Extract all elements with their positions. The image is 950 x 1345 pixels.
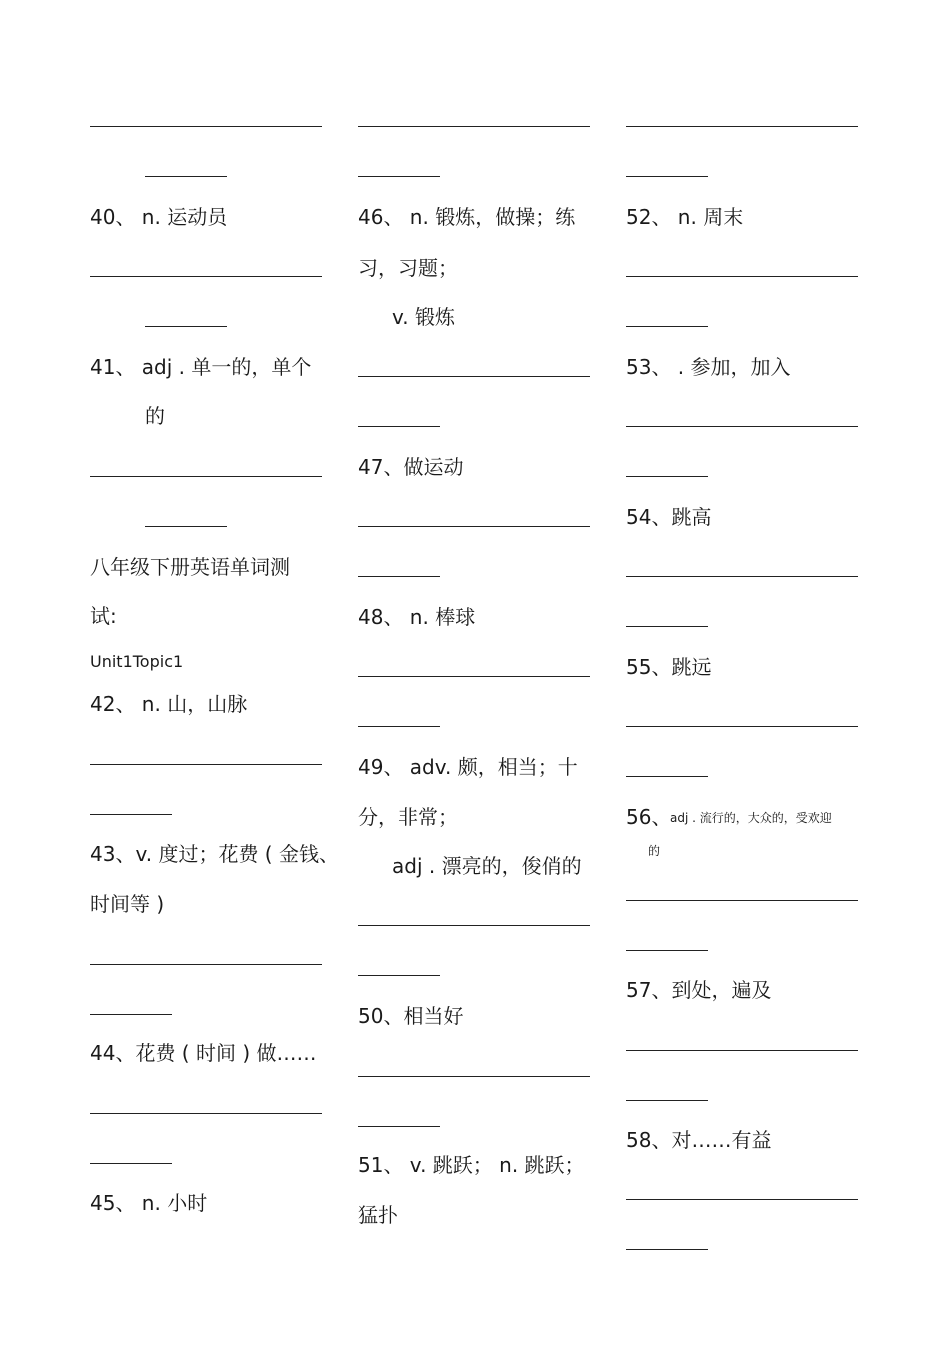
item-56: adj . 流行的，大众的，受欢迎 — [670, 811, 832, 825]
item-47: 47、做运动 — [358, 455, 464, 479]
item-48: 48、 n. 棒球 — [358, 605, 476, 629]
answer-line[interactable] — [358, 376, 590, 377]
answer-line-continuation[interactable] — [626, 1100, 708, 1101]
item-40: 40、 n. 运动员 — [90, 205, 228, 229]
answer-line[interactable] — [358, 126, 590, 127]
item-53: 53、 . 参加，加入 — [626, 355, 791, 379]
item-58: 58、对……有益 — [626, 1128, 772, 1152]
item-44: 44、花费 ( 时间 ) 做…… — [90, 1041, 317, 1065]
answer-line-continuation[interactable] — [145, 326, 227, 327]
answer-line[interactable] — [626, 576, 858, 577]
answer-line-continuation[interactable] — [626, 476, 708, 477]
answer-line-continuation[interactable] — [90, 1163, 172, 1164]
page-heading: 八年级下册英语单词测 — [90, 555, 290, 579]
answer-line-continuation[interactable] — [358, 426, 440, 427]
item-43: 43、v. 度过；花费 ( 金钱、 — [90, 842, 339, 866]
item-46: 46、 n. 锻炼，做操；练 — [358, 205, 576, 229]
answer-line-continuation[interactable] — [358, 726, 440, 727]
page-heading-cont: 试: — [90, 604, 117, 628]
answer-line[interactable] — [626, 900, 858, 901]
answer-line[interactable] — [90, 764, 322, 765]
item-45: 45、 n. 小时 — [90, 1191, 208, 1215]
answer-line-continuation[interactable] — [626, 626, 708, 627]
item-56-number: 56、 — [626, 805, 672, 829]
item-43-cont: 时间等 ) — [90, 892, 165, 916]
unit-label: Unit1Topic1 — [90, 652, 184, 671]
item-50: 50、相当好 — [358, 1004, 464, 1028]
answer-line[interactable] — [626, 126, 858, 127]
answer-line[interactable] — [626, 1199, 858, 1200]
answer-line-continuation[interactable] — [90, 1014, 172, 1015]
answer-line-continuation[interactable] — [626, 176, 708, 177]
answer-line-continuation[interactable] — [145, 176, 227, 177]
answer-line-continuation[interactable] — [626, 326, 708, 327]
answer-line[interactable] — [90, 1113, 322, 1114]
answer-line-continuation[interactable] — [358, 1126, 440, 1127]
answer-line[interactable] — [626, 726, 858, 727]
item-56-cont: 的 — [648, 844, 661, 858]
item-51: 51、 v. 跳跃； n. 跳跃； — [358, 1153, 585, 1177]
item-49: 49、 adv. 颇，相当；十 — [358, 755, 578, 779]
item-54: 54、跳高 — [626, 505, 712, 529]
answer-line[interactable] — [626, 1050, 858, 1051]
answer-line[interactable] — [358, 526, 590, 527]
item-46-cont: 习，习题； — [358, 256, 458, 280]
answer-line[interactable] — [626, 276, 858, 277]
answer-line-continuation[interactable] — [145, 526, 227, 527]
answer-line[interactable] — [90, 126, 322, 127]
answer-line[interactable] — [90, 964, 322, 965]
answer-line[interactable] — [358, 676, 590, 677]
item-41-cont: 的 — [145, 404, 165, 428]
answer-line[interactable] — [626, 426, 858, 427]
item-57: 57、到处，遍及 — [626, 978, 772, 1002]
item-46-verb: v. 锻炼 — [392, 305, 455, 329]
answer-line[interactable] — [358, 925, 590, 926]
item-52: 52、 n. 周末 — [626, 205, 744, 229]
answer-line-continuation[interactable] — [626, 776, 708, 777]
answer-line-continuation[interactable] — [358, 576, 440, 577]
item-42: 42、 n. 山，山脉 — [90, 692, 248, 716]
answer-line-continuation[interactable] — [358, 975, 440, 976]
answer-line[interactable] — [90, 276, 322, 277]
item-49-adj: adj . 漂亮的，俊俏的 — [392, 854, 582, 878]
answer-line-continuation[interactable] — [626, 1249, 708, 1250]
answer-line-continuation[interactable] — [90, 814, 172, 815]
item-49-cont: 分，非常； — [358, 805, 458, 829]
item-55: 55、跳远 — [626, 655, 712, 679]
answer-line-continuation[interactable] — [358, 176, 440, 177]
item-51-cont: 猛扑 — [358, 1203, 398, 1227]
answer-line[interactable] — [358, 1076, 590, 1077]
answer-line[interactable] — [90, 476, 322, 477]
answer-line-continuation[interactable] — [626, 950, 708, 951]
item-41: 41、 adj . 单一的，单个 — [90, 355, 312, 379]
